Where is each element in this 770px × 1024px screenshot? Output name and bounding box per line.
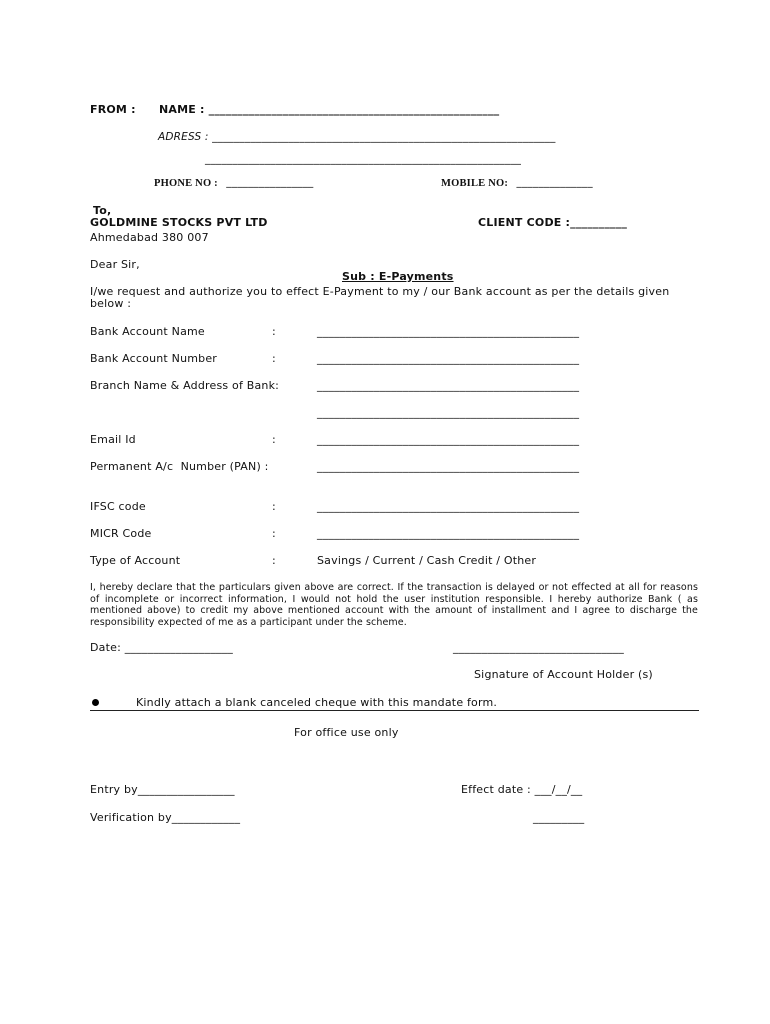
office-use-title: For office use only bbox=[294, 726, 399, 739]
account-type-label: Type of Account bbox=[90, 554, 181, 567]
colon: : bbox=[272, 433, 276, 446]
name-field[interactable]: NAME : ___________________________________________________ bbox=[159, 103, 500, 116]
cheque-note: Kindly attach a blank canceled cheque with this mandate form. bbox=[136, 696, 498, 709]
effect-signature-field[interactable]: _________ bbox=[533, 811, 585, 824]
ifsc-label: IFSC code bbox=[90, 500, 146, 513]
email-field[interactable]: ______________________________________________ bbox=[317, 433, 580, 446]
client-code-field[interactable]: CLIENT CODE :__________ bbox=[478, 216, 628, 229]
micr-field[interactable]: ______________________________________________ bbox=[317, 527, 580, 540]
mobile-field[interactable]: MOBILE NO: ______________ bbox=[441, 178, 593, 189]
bank-account-name-field[interactable]: ______________________________________________ bbox=[317, 325, 580, 338]
intro-text: I/we request and authorize you to effect E-Payment to my / our Bank account as per the details given bbox=[90, 285, 670, 298]
to-label: To, bbox=[93, 204, 112, 217]
entry-by-field[interactable]: Entry by_________________ bbox=[90, 783, 235, 796]
address-field[interactable]: ADRESS : _______________________________________________________________ bbox=[158, 131, 556, 143]
date-field[interactable]: Date: ___________________ bbox=[90, 641, 233, 654]
from-label: FROM : bbox=[90, 103, 136, 116]
colon: : bbox=[272, 325, 276, 338]
account-type-options[interactable]: Savings / Current / Cash Credit / Other bbox=[317, 554, 537, 567]
colon: : bbox=[272, 500, 276, 513]
pan-label: Permanent A/c Number (PAN) : bbox=[90, 460, 269, 473]
declaration-text: I, hereby declare that the particulars given above are correct. If the transaction is delayed or not effected at all for reasons of incomplete or incorrect information, I would not hold the user institution responsible. I hereby authorize Bank ( as mentioned above) to credit my above mentioned account with the amount of installment and I agree to discharge the responsibility expected of me as a participant under the scheme. bbox=[90, 582, 698, 628]
intro-text-continued: below : bbox=[90, 297, 132, 310]
branch-field[interactable]: ______________________________________________ bbox=[317, 379, 580, 392]
colon: : bbox=[272, 352, 276, 365]
colon: : bbox=[272, 554, 276, 567]
branch-label: Branch Name & Address of Bank: bbox=[90, 379, 280, 392]
branch-field-line2[interactable]: ______________________________________________ bbox=[317, 406, 580, 419]
address-field-line2[interactable]: __________________________________________________________ bbox=[205, 153, 522, 165]
bank-account-number-field[interactable]: ______________________________________________ bbox=[317, 352, 580, 365]
salutation: Dear Sir, bbox=[90, 258, 140, 271]
effect-date-field[interactable]: Effect date : ___/__/__ bbox=[461, 783, 583, 796]
company-city: Ahmedabad 380 007 bbox=[90, 231, 209, 244]
signature-line[interactable]: ______________________________ bbox=[453, 641, 624, 654]
verification-by-field[interactable]: Verification by____________ bbox=[90, 811, 241, 824]
micr-label: MICR Code bbox=[90, 527, 152, 540]
divider bbox=[90, 710, 699, 711]
bank-account-number-label: Bank Account Number bbox=[90, 352, 218, 365]
company-name: GOLDMINE STOCKS PVT LTD bbox=[90, 216, 268, 229]
email-label: Email Id bbox=[90, 433, 136, 446]
bank-account-name-label: Bank Account Name bbox=[90, 325, 205, 338]
pan-field[interactable]: ______________________________________________ bbox=[317, 460, 580, 473]
phone-field[interactable]: PHONE NO : ________________ bbox=[154, 178, 314, 189]
ifsc-field[interactable]: ______________________________________________ bbox=[317, 500, 580, 513]
colon: : bbox=[272, 527, 276, 540]
bullet-icon bbox=[92, 699, 99, 706]
subject-line: Sub : E-Payments bbox=[342, 270, 454, 283]
signature-label: Signature of Account Holder (s) bbox=[474, 668, 653, 681]
